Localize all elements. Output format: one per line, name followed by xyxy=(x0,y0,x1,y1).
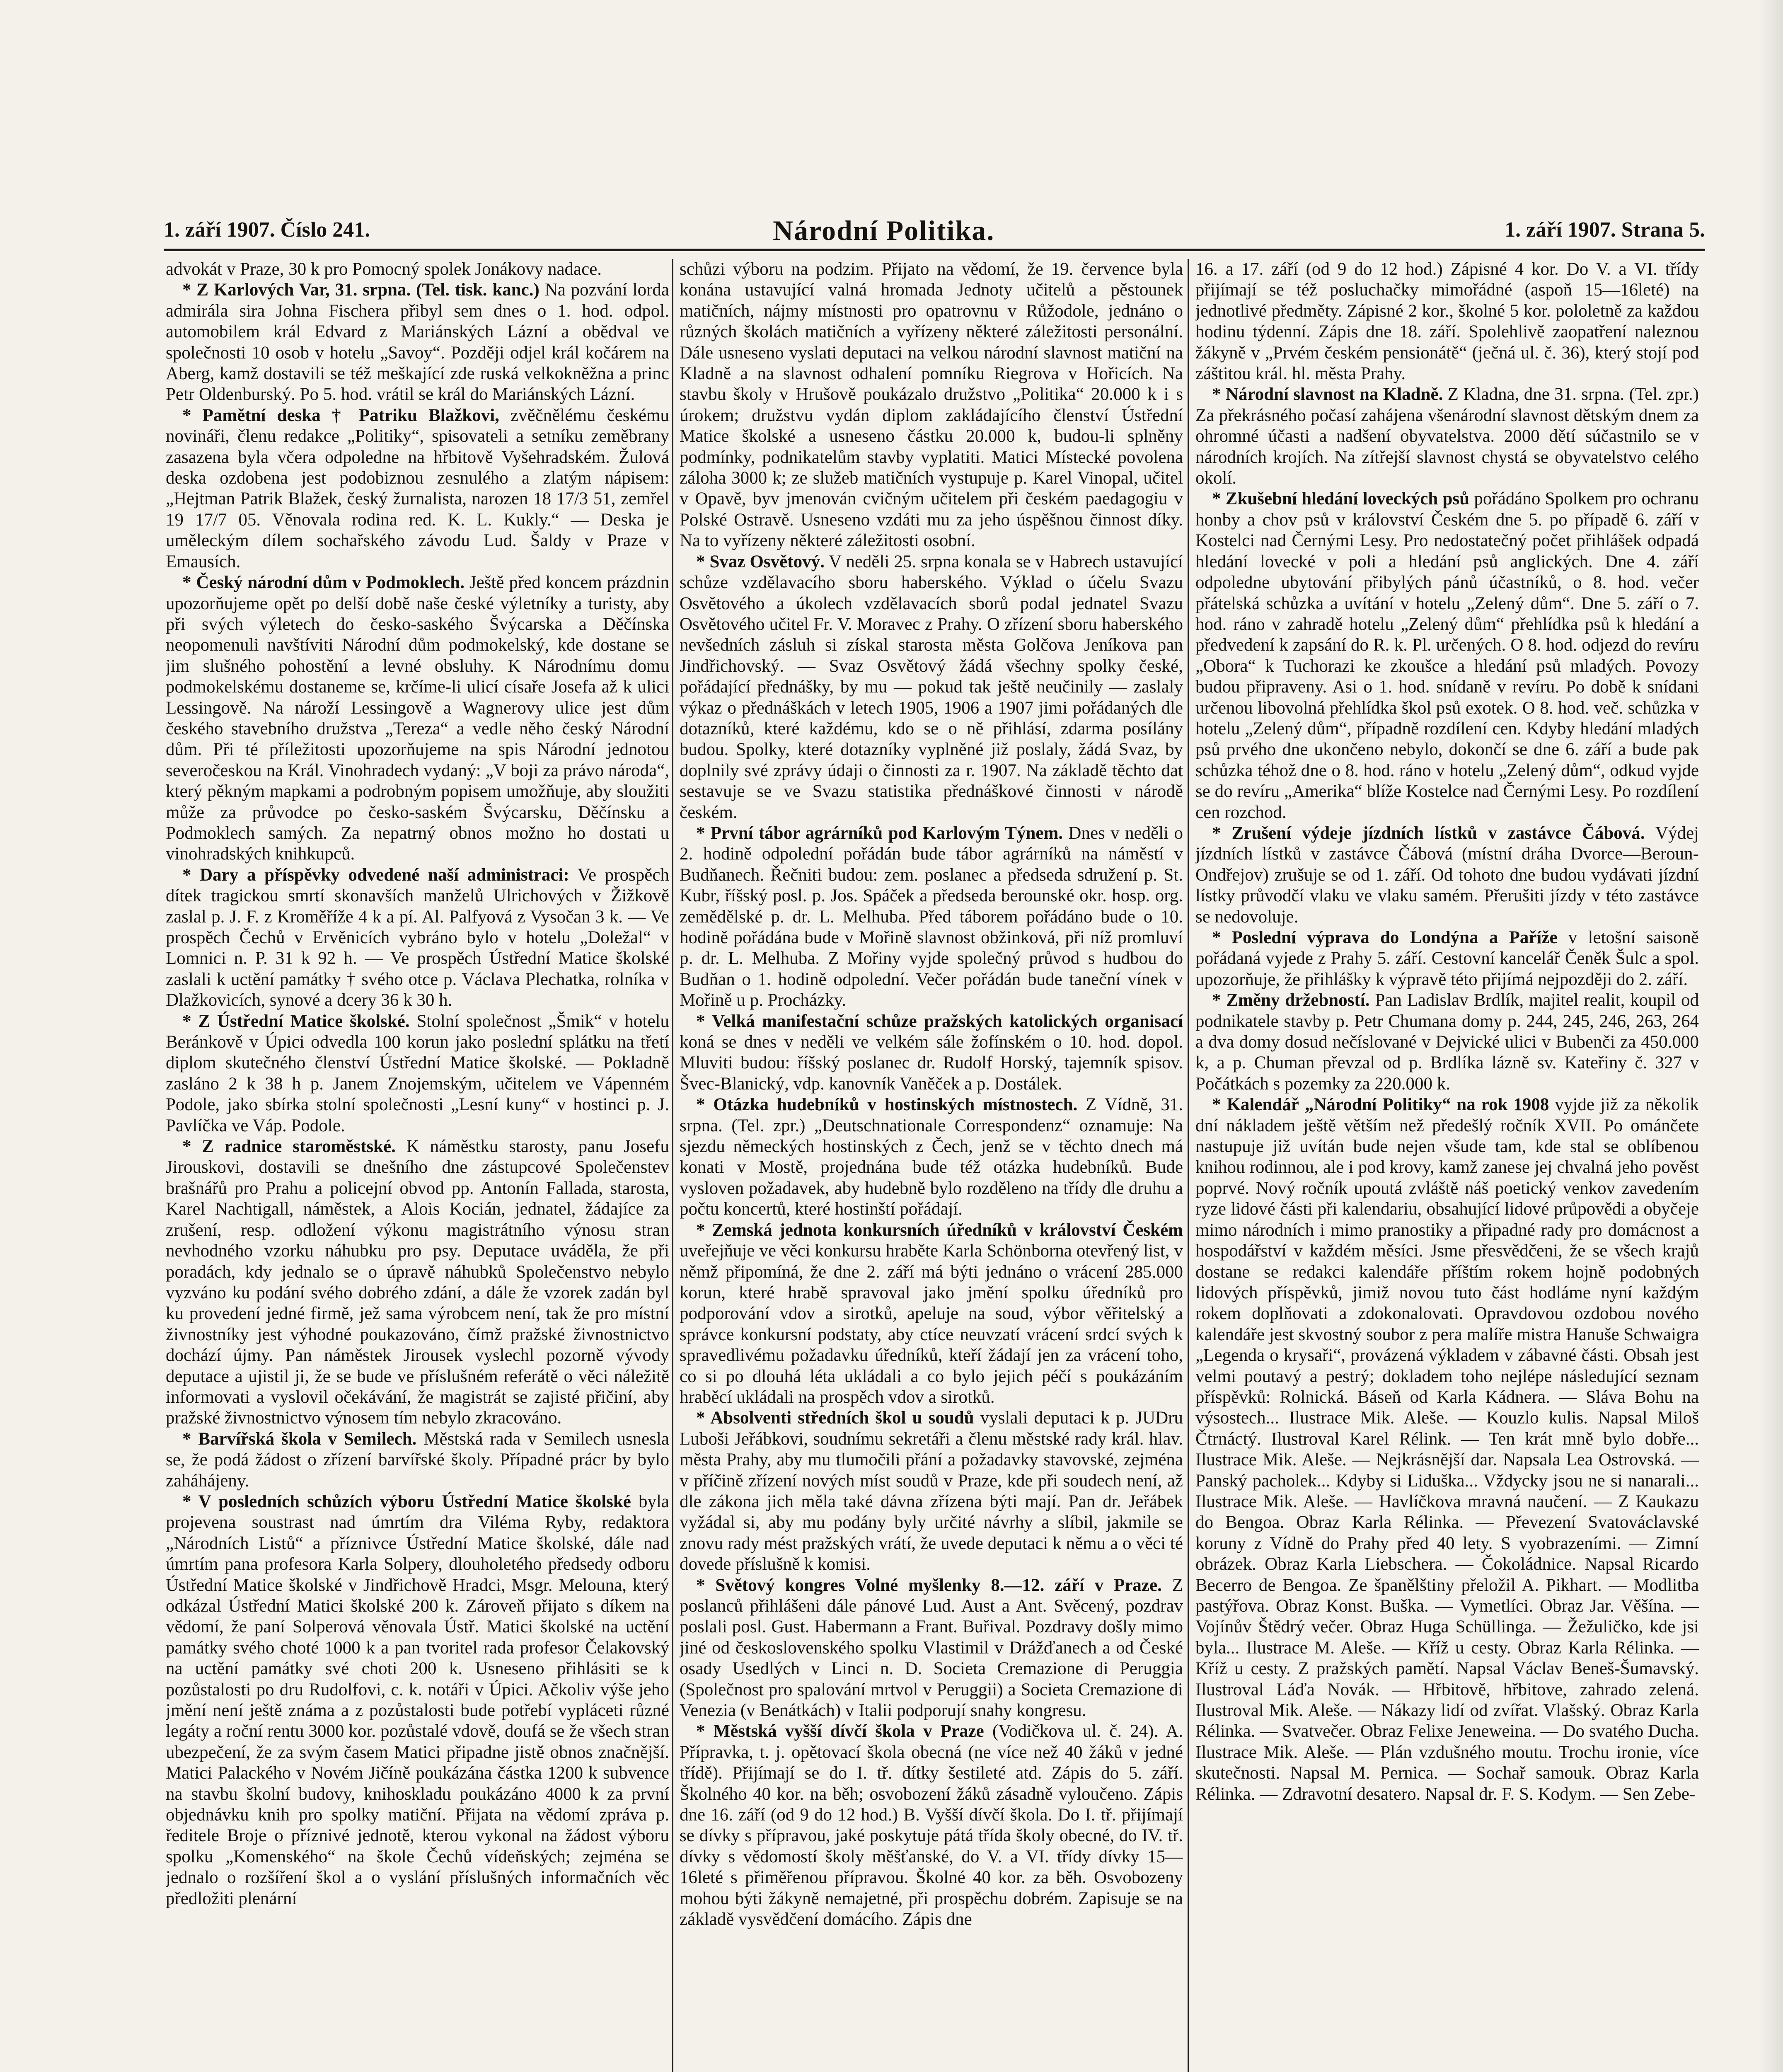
article-paragraph xyxy=(166,1136,669,1429)
article-heading: * Světový kongres Volné myšlenky 8.—12. září v Praze. xyxy=(696,1575,1162,1595)
article-heading: * Zemská jednota konkursních úředníků v království Českém xyxy=(696,1220,1183,1240)
article-text: Pan Ladislav Brdlík, majitel realit, koupil od podnikatele stavby p. Petr Chumana domy p. 244, 245, 246, 263, 264 a dva domy dosud nečíslované v Dejvické ulici v Bubenči za 450.000 k, a p. Chuman převzal od p. Brdlíka lázně sv. Kateřiny č. 327 v Počátkách s pozemky za 220.000 k. xyxy=(1195,990,1699,1094)
article-text: (Vodičkova ul. č. 24). A. Přípravka, t. j. opětovací škola obecná (ne více než 40 žáků v jedné třídě). Přijímají se do I. tř. dítky šestileté atd. Zápis do 5. září. Školného 40 kor. na běh; osvobození žáků zásadně vyloučeno. Zápis dne 16. září (od 9 do 12 hod.) B. Vyšší dívčí škola. Do I. tř. přijímají se dívky s přípravou, jaké poskytuje pátá třída školy obecné, do IV. tř. dívky s vědomostí školy měšťanské, do V. a VI. třídy dívky 15—16leté s přiměřenou přípravou. Školné 40 kor. za běh. Osvobozeny mohou býti žákyně nemajetné, při prospěchu dobrém. Zapisuje se na základě vysvědčení domácího. Zápis dne xyxy=(680,1721,1183,1929)
column-divider xyxy=(1188,259,1189,2072)
article-text: vyslali deputaci k p. JUDru Luboši Jeřábkovi, soudnímu sekretáři a členu městské rady král. hlav. města Prahy, aby mu tlumočili přání a požadavky stavovské, zejména v příčině zřízení nových míst soudů v Praze, kde při soudech není, až dle zákona jich měla také dávna zřízena býti mají. Pan dr. Jeřábek vyžádal si, aby mu podány byly určité návrhy a slíbil, jakmile se znovu rady mést pražských vrátí, že uvede deputaci k němu a o věci té dovede příslušně k komisi. xyxy=(680,1408,1183,1574)
text-column-2 xyxy=(680,259,1183,2072)
article-paragraph xyxy=(680,1220,1183,1408)
article-paragraph xyxy=(680,552,1183,823)
article-heading: * Z Karlových Var, 31. srpna. (Tel. tisk. kanc.) xyxy=(182,280,539,300)
article-paragraph xyxy=(166,405,669,572)
article-heading: * Z Ústřední Matice školské. xyxy=(182,1011,410,1031)
article-paragraph xyxy=(1195,823,1699,927)
article-text: vyjde již za několik dní nákladem ještě větším než předešlý ročník XVII. Po ománčete nastupuje již uvítán bude nejen všude tam, kde stal se oblíbenou knihou rodinnou, ale i pod krovy, kamž zanese jej chvalná jeho pověst poprvé. Nový ročník upoutá zvláště náš poetický venkov zavedením ryze lidové části při kalendariu, obsahující lidové průpovědi a obyčeje mimo národních i mimo pranostiky a připadné rady pro domácnost a hospodářství v každém měsíci. Jsme přesvědčeni, že se všech krajů dostane se redakci kalendáře příštím rokem hojně podobných lidových příspěvků, jimiž novou tuto část hodláme nyní každým rokem doplňovati a zdokonalovati. Opravdovou ozdobou nového kalendáře jest skvostný soubor z pera malíře mistra Hanuše Schwaigra „Legenda o krysaři“, provázená výkladem v zábavné části. Obsah jest velmi poutavý a pestrý; dokladem toho nejlépe následující seznam příspěvků: Rolnická. Báseň od Karla Kádnera. — Sláva Bohu na výsostech... Ilustrace Mik. Aleše. — Kouzlo kulis. Napsal Miloš Čtrnáctý. Ilustroval Karel Rélink. — Ten krát mně bylo dobře... Ilustrace Mik. Aleše. — Nejkrásnější dar. Napsala Lea Ostrovská. — Panský pacholek... Kdyby si Liduška... Vždycky jsou ne si nanarali... Ilustrace Mik. Aleše. — Havlíčkova mravná naučení. — Z Kaukazu do Bengoa. Obraz Karla Rélinka. — Převezení Svatováclavské koruny z Vídně do Prahy před 40 lety. S vyobrazeními. — Zimní obrázek. Obraz Karla Liebschera. — Čokoládnice. Napsal Ricardo Becerro de Bengoa. Ze španělštiny přeložil A. Pikhart. — Modlitba pastýřova. Obraz Konst. Buška. — Vymetlíci. Obraz Jar. Věšína. — Vojínův Štědrý večer. Obraz Huga Schüllinga. — Žežuličko, kde jsi byla... Ilustrace M. Aleše. — Kříž u cesty. Obraz Karla Rélinka. — Kříž u cesty. Z pražských pamětí. Napsal Václav Beneš-Šumavský. Ilustroval Láďa Novák. — Hřbitově, hřbitove, zahrado zelená. Ilustroval Mik. Aleše. — Nákazy lidí od zvířat. Vlašský. Obraz Karla Rélinka. — Svatvečer. Obraz Felixe Jeneweina. — Do svatého Ducha. Ilustrace Mik. Aleše. — Plán vzdušného moutu. Trochu ironie, více skutečnosti. Napsal M. Pernica. — Sochař samouk. Obraz Karla Rélinka. — Zdravotní desatero. Napsal dr. F. S. Kodym. — Sen Zebe- xyxy=(1195,1095,1699,1804)
article-text: zvěčnělému českému novináři, členu redakce „Politiky“, spisovateli a setníku zeměbrany zasazena byla včera odpoledne na hřbitově Vyšehradském. Žulová deska ozdobena jest podobiznou zesnulého a zlatým nápisem: „Hejtman Patrik Blažek, český žurnalista, narozen 18 17/3 51, zemřel 19 17/7 05. Věnovala rodina red. K. L. Kukly.“ — Deska je uměleckým dílem sochařského závodu Lud. Šaldy v Praze v Emausích. xyxy=(166,405,669,571)
article-text: Ještě před koncem prázdnin upozorňujeme opět po delší době naše české výletníky a turisty, aby při svých výletech do česko-saského Švýcarska a Děčínska neopomenuli navštíviti Národní dům podmokelský, kde dostane se jim slušného pohostění a levné obsluhy. K Národnímu domu podmokelskému dostaneme se, krčíme-li ulicí císaře Josefa až k ulici Lessingově. Na nároží Lessingově a Wagnerovy ulice jest dům českého stavebního družstva „Tereza“ a vedle něho český Národní dům. Při té příležitosti upozorňujeme na spis Národní jednotou severočeskou na Král. Vinohradech vydaný: „V boji za právo národa“, který pěkným mapkami a podrobným popisem umožňuje, aby sloužiti může za průvodce po česko-saském Švýcarsku, Děčínsku a Podmoklech samých. Za nepatrný obnos možno ho dostati u vinohradských knihkupců. xyxy=(166,573,669,864)
article-text: Na pozvání lorda admirála sira Johna Fischera přibyl sem dnes o 1. hod. odpol. automobilem král Edvard z Mariánských Lázní a obědval ve společnosti 10 osob v hotelu „Savoy“. Později odjel král kočárem na Aberg, kamž dostavili se též meškající zde ruská velkokněžna a princ Petr Oldenburský. Po 5. hod. vrátil se král do Mariánských Lázní. xyxy=(166,280,669,404)
article-text: Z Vídně, 31. srpna. (Tel. zpr.) „Deutschnationale Correspondenz“ oznamuje: Na sjezdu německých hostinských z Čech, jenž se v těchto dnech má konati v Mostě, projednána bude též otázka hudebníků. Bude vysloven požadavek, aby hudebně bylo rozděleno na třídy dle druhu a počtu koncertů, které hostinští pořádají. xyxy=(680,1095,1183,1219)
article-heading: * Z radnice staroměstské. xyxy=(182,1137,396,1157)
article-paragraph xyxy=(166,280,669,405)
header-rule xyxy=(164,249,1705,251)
scan-shadow xyxy=(1758,0,1783,2072)
article-text: Z poslanců přihlášeni dále pánové Lud. Aust a Ant. Svěcený, pozdrav poslali posl. Gust. Habermann a Frant. Buřival. Pozdravy došly mimo jiné od československého spolku Vlastimil v Drážďanech a od České osady Usedlých v Linci n. D. Societa Cremazione di Peruggia (Společnost pro spalování mrtvol v Peruggii) a Societa Cremazione di Venezia (v Benátkách) v Italii podporují snahy kongresu. xyxy=(680,1575,1183,1721)
article-paragraph xyxy=(166,865,669,1011)
article-paragraph xyxy=(1195,259,1699,384)
article-heading: * Český národní dům v Podmoklech. xyxy=(182,573,464,593)
column-divider xyxy=(672,259,673,2072)
article-paragraph xyxy=(680,1408,1183,1575)
article-text: v letošní saisoně pořádaná vyjede z Prahy 5. září. Cestovní kancelář Čeněk Šulc a spol. upozorňuje, že přihlášky k výpravě této přijímá nejpozději do 2. září. xyxy=(1195,928,1699,989)
article-heading: * Poslední výprava do Londýna a Paříže xyxy=(1212,928,1558,947)
article-text: advokát v Praze, 30 k pro Pomocný spolek Jonákovy nadace. xyxy=(166,259,602,279)
article-text: schůzi výboru na podzim. Přijato na vědomí, že 19. července byla konána ustavující valná hromada Jednoty učitelů a pěstounek matičních, nájmy místnosti pro opatrovnu v Růžodole, jednáno o různých školách matičních a vyřízeny některé záležitosti personální. Dále usneseno vyslati deputaci na velkou národní slavnost matiční na Kladně a na slavnost odhalení pomníku Riegrova v Hořicích. Na stavbu školy v Hrušově poukázalo družstvo „Politika“ 20.000 k i s úrokem; družstvu vydán diplom zakládajícího členství Ústřední Matice školské a usneseno částku 20.000 k, budou-li splněny podmínky, podnikatelům stavby vyplatiti. Matici Místecké povolena záloha 3000 k; ze služeb matičních vystupuje p. Karel Vinopal, učitel v Opavě, byv jmenován cvičným učitelem při českém paedagogiu v Polské Ostravě. Usneseno vzdáti mu za jeho úspěšnou činnost díky. Na to vyřízeny některé záležitosti osobní. xyxy=(680,259,1183,551)
article-text: Dnes v neděli o 2. hodině odpolední pořádán bude tábor agrárníků na náměstí v Budňanech. Řečniti budou: zem. poslanec a předseda sdružení p. St. Kubr, říšský posl. p. Jos. Spáček a předseda berounské okr. hosp. org. zemědělské p. dr. L. Melhuba. Před táborem pořádáno bude o 10. hodině pořádána bude v Mořině slavnost obžinková, při níž promluví p. dr. L. Melhuba. Z Mořiny vyjde společný průvod s hudbou do Budňan o 1. hodině odpolední. Večer pořádán bude taneční vínek v Mořině u p. Procházky. xyxy=(680,823,1183,1010)
article-paragraph xyxy=(1195,489,1699,823)
article-text: Z Kladna, dne 31. srpna. (Tel. zpr.) Za překrásného počasí zahájena všenárodní slavnost dětským dnem za ohromné účasti a nadšení obyvatelstva. 2000 dětí súčastnilo se v národních krojích. Na zítřejší slavnost chystá se obyvatelstvo celého okolí. xyxy=(1195,385,1699,488)
article-paragraph xyxy=(1195,384,1699,489)
article-paragraph xyxy=(166,1011,669,1136)
article-text: K náměstku starosty, panu Josefu Jirouskovi, dostavili se dnešního dne zástupcové Společenstev brašnářů pro Prahu a policejní obvod pp. Antonín Fallada, starosta, Karel Nachtigall, náměstek, a Alois Kocián, jednatel, žádajíce za zrušení, resp. odložení výkonu magistrátního výnosu stran nevhodného vzorku náhubku pro psy. Deputace uváděla, že při poradách, kdy jednalo se o úpravě náhubků Společenstvo nebylo vyzváno ku podání svého dobrého zdání, a dále že vzorek zadán byl ku provedení jedné firmě, jež sama výrobcem není, tak že pro místní živnostníky jest výhodné poukazováno, čímž pražské živnostnictvo dochází újmy. Pan náměstek Jirousek vyslechl pozorně vývody deputace a ujistil ji, že se bude ve příslušném referátě o věci náležitě informovati a vyslovil očekávání, že magistrát se zajisté přičiní, aby pražské živnostnictvo výnosem tím nebylo zkracováno. xyxy=(166,1137,669,1428)
article-paragraph xyxy=(680,823,1183,1011)
text-column-1 xyxy=(166,259,669,2072)
article-heading: * Pamětní deska † Patriku Blažkovi, xyxy=(182,405,499,425)
article-heading: * Dary a příspěvky odvedené naší administraci: xyxy=(182,865,569,885)
article-heading: * Absolventi středních škol u soudů xyxy=(696,1408,974,1428)
article-paragraph xyxy=(1195,1094,1699,1805)
article-paragraph xyxy=(166,1429,669,1491)
article-paragraph xyxy=(680,1094,1183,1220)
article-paragraph xyxy=(680,259,1183,552)
article-paragraph xyxy=(166,1491,669,1909)
article-heading: * Svaz Osvětový. xyxy=(696,552,825,571)
article-text: byla projevena soustrast nad úmrtím dra Viléma Ryby, redaktora „Národních Listů“ a příznivce Ústřední Matice školské, dále nad úmrtím pana profesora Karla Solpery, dlouholetého předsedy odboru Ústřední Matice školské v Jindřichově Hradci, Msgr. Melouna, který odkázal Ústřední Matici školské 200 k. Zároveň přijato s díkem na vědomí, že paní Solperová věnovala Ústř. Matici školské na uctění památky svého choté 1000 k a pan tvoritel rada profesor Čelakovský na uctění památky své choti 200 k. Usneseno přihlásiti se k pozůstalosti po dru Rudolfovi, c. k. notáři v Úpici. Ačkoliv výše jeho jmění není ještě známa a z pozůstalosti bude potřebí vypláceti různé legáty a roční rentu 3000 kor. pozůstalé vdově, doufá se že všech stran ubezpečení, že za svým časem Matici připadne jistě obnos značnější. Matici Palackého v Novém Jičíně poukázána částka 1200 k subvence na stavbu školní budovy, knihoskladu poukázáno 4000 k za první objednávku knih pro spolky matiční. Přijata na vědomí zpráva p. ředitele Broje o příznivé jednotě, kterou vykonal na žádost výboru spolku „Komenského“ na škole Čechů vídeňských; zejména se jednalo o rozšíření škol a o vyslání příslušných informačních věc předložiti plenární xyxy=(166,1491,669,1908)
text-column-3 xyxy=(1195,259,1699,2072)
article-text: Ve prospěch dítek tragickou smrtí skonavších manželů Ulrichových v Žižkově zaslal p. J. F. z Kroměříže 4 k a pí. Al. Palfyová z Vysočan 3 k. — Ve prospěch Čechů v Ervěnicích vybráno bylo v hotelu „Doležal“ v Lomnici n. P. 31 k 92 h. — Ve prospěch Ústřední Matice školské zaslali k uctění památky † svého otce p. Václava Plechatka, rolníka v Dlažkovicích, synové a dcery 36 k 30 h. xyxy=(166,865,669,1010)
article-paragraph xyxy=(166,572,669,865)
article-heading: * V posledních schůzích výboru Ústřední Matice školské xyxy=(182,1491,631,1511)
page-header xyxy=(164,209,1705,247)
article-text: uveřejňuje ve věci konkursu hraběte Karla Schönborna otevřený list, v němž připomíná, že dne 2. září má býti jednáno o vrácení 285.000 korun, které hrabě spravoval jako jmění spolku úředníků pro podporování vdov a sirotků, apeluje na soud, výbor věřitelský a správce konkursní podstaty, aby ctíce neuvzatí vrácení srdcí svých k spravedlivému požadavku úředníků, kteří žádají jen za vrácení toho, co si po dlouhá léta ukládali a co bylo jejich péčí s poukázáním hraběcí ukládali na prospěch vdov a sirotků. xyxy=(680,1241,1183,1407)
article-text: V neděli 25. srpna konala se v Habrech ustavující schůze vzdělavacího sboru haberského. Výklad o účelu Svazu Osvětového a úkolech vzdělavacích sborů podal jednatel Svazu Osvětového učitel Fr. V. Moravec z Prahy. O zřízení sboru haberského nevšedních zásluh si získal starosta města Golčova Jeníkova pan Jindřichovský. — Svaz Osvětový žádá všechny spolky české, pořádající přednášky, by mu — pokud tak ještě neučinily — zaslaly výkaz o přednáškách v letech 1905, 1906 a 1907 jimi pořádaných dle dotazníků, které každému, kdo se o ně přihlásí, zdarma posílány budou. Spolky, které dotazníky vyplněné již poslaly, žádá Svaz, by doplnily své zprávy údaji o činnosti za r. 1907. Na základě těchto dat sestavuje se ve Svazu statistika přednáškové činnosti v národě českém. xyxy=(680,552,1183,822)
article-paragraph xyxy=(680,1721,1183,1930)
article-heading: * Zkušební hledání loveckých psů xyxy=(1212,489,1470,509)
article-heading: * Barvířská škola v Semilech. xyxy=(182,1429,417,1449)
article-paragraph xyxy=(1195,927,1699,990)
article-text: pořádáno Spolkem pro ochranu honby a chov psů v království Českém dne 5. po případě 6. září v Kostelci nad Černými Lesy. Pro nedostatečný počet přihlášek odpadá hledání lovecké v poli a hledání psů anglických. Dne 4. září odpoledne ubytování přibylých pánů účastníků, o 8. hod. večer přátelská schůzka a uvítání v hotelu „Zelený dům“. Dne 5. září o 7. hod. ráno v zahradě hotelu „Zelený dům“ přehlídka psů k hledání a předvedení k zapsání do R. k. Pl. určených. O 8. hod. odjezd do revíru „Obora“ k Tuchorazi ke zkoušce a hledání psů mladých. Povozy budou připraveny. Asi o 1. hod. snídaně v revíru. Po době k snídani určenou libovolná přehlídka škol psů exotek. O 8. hod. več. schůzka v hotelu „Zelený dům“, případně rozdílení cen. Kdyby hledání mladých psů prvého dne ukončeno nebylo, dokončí se dne 6. září a bude pak schůzka téhož dne o 8. hod. ráno v hotelu „Zelený dům“, odkud vyjde se do revíru „Amerika“ blíže Kostelce nad Černými Lesy. Po rozdílení cen rozchod. xyxy=(1195,489,1699,822)
article-text: Stolní společnost „Šmik“ v hotelu Beránkově v Úpici odvedla 100 korun jako poslední splátku na třetí diplom skutečného členství Ústřední Matice školské. — Pokladně zasláno 2 k 38 h p. Janem Znojemským, učitelem ve Vápenném Podole, jako sbírka stolní společnosti „Lesní kuny“ v hostinci p. J. Pavlíčka ve Váp. Podole. xyxy=(166,1011,669,1135)
article-heading: * První tábor agrárníků pod Karlovým Týnem. xyxy=(696,823,1063,843)
article-paragraph xyxy=(1195,990,1699,1094)
article-heading: * Městská vyšší dívčí škola v Praze xyxy=(696,1721,984,1741)
header-date-issue: 1. září 1907. Číslo 241. xyxy=(164,218,370,242)
article-paragraph xyxy=(680,1575,1183,1721)
article-text: 16. a 17. září (od 9 do 12 hod.) Zápisné 4 kor. Do V. a VI. třídy přijímají se též posluchačky mimořádné (aspoň 15—16leté) na jednotlivé předměty. Zápisné 2 kor., školné 5 kor. pololetně za každou hodinu týdenní. Zápis dne 18. září. Spolehlivě zaopatření naleznou žákyně v „Prvém českém pensionátě“ (ječná ul. č. 36), který stojí pod záštitou král. hl. města Prahy. xyxy=(1195,259,1699,384)
article-paragraph xyxy=(166,259,669,280)
article-heading: * Změny držebností. xyxy=(1212,990,1370,1010)
article-heading: * Zrušení výdeje jízdních lístků v zastávce Čábová. xyxy=(1212,823,1645,843)
article-heading: * Kalendář „Národní Politiky“ na rok 1908 xyxy=(1212,1095,1549,1115)
article-text: koná se dnes v neděli ve velkém sále žofínském o 10. hod. dopol. Mluviti budou: říšský poslanec dr. Rudolf Horský, tajemník spisov. Švec-Blanický, vdp. kanovník Vaněček a p. Dostálek. xyxy=(680,1032,1183,1094)
article-heading: * Otázka hudebníků v hostinských místnostech. xyxy=(696,1095,1078,1115)
article-text: Městská rada v Semilech usnesla se, že podá žádost o zřízení barvířské školy. Případné prácr by bylo zaháhájeny. xyxy=(166,1429,669,1491)
article-paragraph xyxy=(680,1011,1183,1095)
article-heading: * Velká manifestační schůze pražských katolických organisací xyxy=(696,1011,1183,1031)
article-heading: * Národní slavnost na Kladně. xyxy=(1212,385,1443,404)
masthead-title: Národní Politika. xyxy=(773,215,995,246)
article-text: Výdej jízdních lístků v zastávce Čábová (místní dráha Dvorce—Beroun-Ondřejov) zrušuje se od 1. září. Od tohoto dne budou vydávati jízdní lístky průvodčí vlaku ve vlaku samém. Přerušiti jízdy v této zastávce se nedovoluje. xyxy=(1195,823,1699,927)
header-date-page: 1. září 1907. Strana 5. xyxy=(1505,218,1705,242)
